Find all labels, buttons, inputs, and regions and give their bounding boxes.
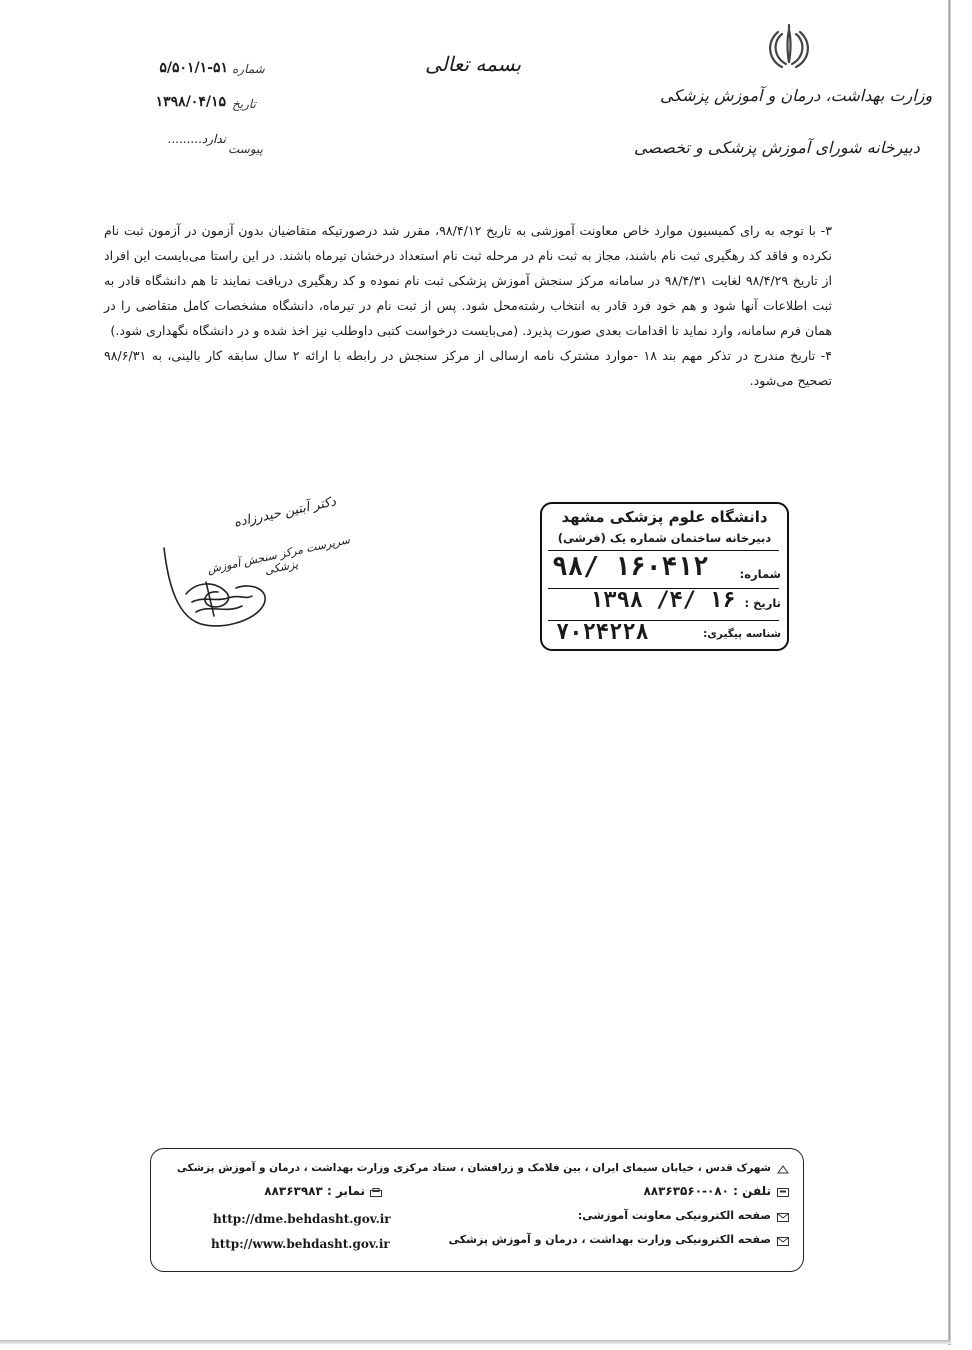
- letter-body: [104, 218, 832, 393]
- page-bottom-shadow: [0, 1340, 951, 1344]
- page-edge-shadow: [948, 0, 951, 1345]
- stamp-date-label: تاریخ :: [744, 596, 781, 610]
- stamp-number-label: شماره:: [739, 567, 781, 581]
- footer-ministry-site-label: صفحه الکترونیکی وزارت بهداشت ، درمان و آموزش پزشکی: [448, 1233, 771, 1246]
- date-label: تاریخ: [232, 97, 256, 111]
- stamp-tracking-value: ۷۰۲۴۲۲۸: [556, 620, 649, 645]
- stamp-university: دانشگاه علوم پزشکی مشهد: [561, 508, 768, 526]
- footer-edu-site-label: صفحه الکترونیکی معاونت آموزشی:: [577, 1209, 771, 1222]
- phone-icon: [777, 1188, 789, 1197]
- paragraph-3: ۳- با توجه به رای کمیسیون موارد خاص معاونت آموزشی به تاریخ ۹۸/۴/۱۲، مقرر شد درصورتیکه متقاضیان بدون آزمون در آزمون ثبت نام نکرده و فاقد کد رهگیری ثبت نام باشند، مجاز به ثبت نام در مرحله ثبت نام استعداد درخشان تیرماه باشند. در این راستا می‌بایست این افراد از تاریخ ۹۸/۴/۲۹ لغایت ۹۸/۴/۳۱ در سامانه مرکز سنجش آموزش پزشکی ثبت نام نموده و کد رهگیری دریافت نمایند تا هم دانشگاه قادر به ثبت اطلاعات آنها شود و هم خود فرد قادر به انتخاب رشته‌محل شود. پس از ثبت نام در تیرماه، دانشگاه مشخصات کامل متقاضی را در همان فرم سامانه، وارد نماید تا اقدامات بعدی صورت پذیرد. (می‌بایست درخواست کتبی داوطلب نیز اخذ شده و در دانشگاه نگهداری شود.): [104, 223, 832, 338]
- number-label: شماره: [232, 62, 265, 76]
- iran-emblem-icon: [764, 22, 814, 72]
- stamp-department: دبیرخانه ساختمان شماره یک (فرشی): [557, 531, 772, 545]
- stamp-number-value: ۹۸/ ۱۶۰۴۱۲: [552, 552, 709, 582]
- paragraph-4: ۴- تاریخ مندرج در تذکر مهم بند ۱۸ -موارد مشترک نامه ارسالی از مرکز سنجش در رابطه با ارائه ۲ سال سابقه کار بالینی، به ۹۸/۶/۳۱ تصحیح می‌شود.: [104, 348, 833, 388]
- attachment-value: ندارد.........: [167, 132, 226, 146]
- footer-fax: نمابر : ۸۸۳۶۳۹۸۳: [264, 1184, 365, 1198]
- web-page-icon: [777, 1237, 789, 1246]
- stamp-tracking-label: شناسه پیگیری:: [703, 628, 781, 640]
- number-value: ۵/۵۰۱/۱-۵۱: [159, 60, 228, 76]
- signatory-title: سرپرست مرکز سنجش آموزش پزشکی: [206, 533, 352, 578]
- location-icon: [777, 1165, 789, 1174]
- fax-icon: [370, 1188, 382, 1197]
- footer-edu-site-url[interactable]: http://dme.behdasht.gov.ir: [213, 1212, 391, 1226]
- stamp-divider: [548, 550, 779, 551]
- handwritten-signature: [156, 542, 276, 632]
- footer-ministry-site-url[interactable]: http://www.behdasht.gov.ir: [211, 1237, 390, 1251]
- attachment-label: پیوست: [228, 142, 263, 156]
- bismillah-heading: بسمه تعالی: [424, 52, 522, 76]
- signatory-name: دکتر آبتین حیدرزاده: [232, 494, 338, 531]
- footer-phone: تلفن : ۰۸۰-۸۸۳۶۳۵۶۰: [643, 1184, 771, 1198]
- ministry-name: وزارت بهداشت، درمان و آموزش پزشکی: [660, 86, 933, 105]
- stamp-date-value: ۱۳۹۸ /۴/ ۱۶: [590, 588, 736, 613]
- letterhead-footer: [150, 1148, 804, 1272]
- date-value: ۱۳۹۸/۰۴/۱۵: [155, 94, 226, 110]
- secretariat-name: دبیرخانه شورای آموزش پزشکی و تخصصی: [634, 138, 920, 157]
- web-page-icon: [777, 1213, 789, 1222]
- received-stamp: [540, 502, 789, 651]
- footer-address: شهرک قدس ، خیابان سیمای ایران ، بین فلامک و زرافشان ، ستاد مرکزی وزارت بهداشت ، درمان و آموزش پزشکی: [176, 1162, 771, 1174]
